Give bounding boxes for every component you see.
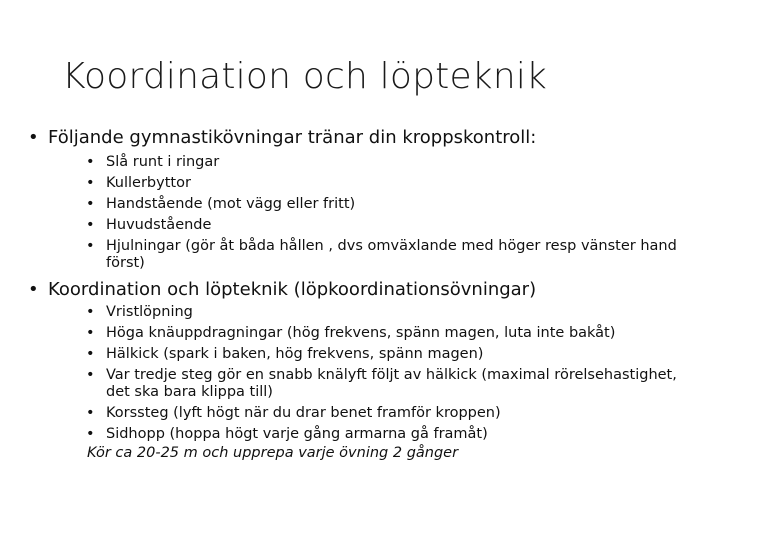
list-item: • Hjulningar (gör åt båda hållen , dvs omväxlande med höger resp vänster hand först) bbox=[106, 236, 677, 274]
list-item: • Slå runt i ringar bbox=[86, 154, 220, 170]
section-heading-text: Följande gymnastikövningar tränar din kroppskontroll: bbox=[48, 127, 537, 148]
list-item: • Korssteg (lyft högt när du drar benet framför kroppen) bbox=[86, 405, 501, 421]
list-item: • Kullerbyttor bbox=[86, 175, 191, 191]
list-item: • Vristlöpning bbox=[86, 304, 193, 320]
repetition-note: Kör ca 20-25 m och upprepa varje övning 2 gånger bbox=[87, 445, 459, 461]
list-item-continuation: det ska bara klippa till) bbox=[106, 384, 273, 400]
bullet: • bbox=[28, 127, 39, 148]
list-item-continuation: först) bbox=[106, 255, 145, 271]
list-item: • Hälkick (spark i baken, hög frekvens, spänn magen) bbox=[86, 346, 484, 362]
slide-title: Koordination och löpteknik bbox=[62, 56, 548, 97]
gymnastics-list bbox=[86, 152, 677, 274]
running-list bbox=[86, 302, 677, 445]
section-heading-gymnastics bbox=[28, 127, 537, 148]
bullet: • bbox=[28, 279, 39, 300]
list-item: • Höga knäuppdragningar (hög frekvens, spänn magen, luta inte bakåt) bbox=[86, 325, 616, 341]
section-heading-text: Koordination och löpteknik (löpkoordinationsövningar) bbox=[48, 279, 537, 300]
list-item: • Var tredje steg gör en snabb knälyft följt av hälkick (maximal rörelsehastighet, det ska bara klippa till) bbox=[106, 365, 677, 403]
section-heading-running bbox=[28, 279, 537, 300]
list-item: • Handstående (mot vägg eller fritt) bbox=[86, 196, 356, 212]
list-item: • Sidhopp (hoppa högt varje gång armarna gå framåt) bbox=[86, 426, 488, 442]
list-item: • Huvudstående bbox=[86, 217, 212, 233]
